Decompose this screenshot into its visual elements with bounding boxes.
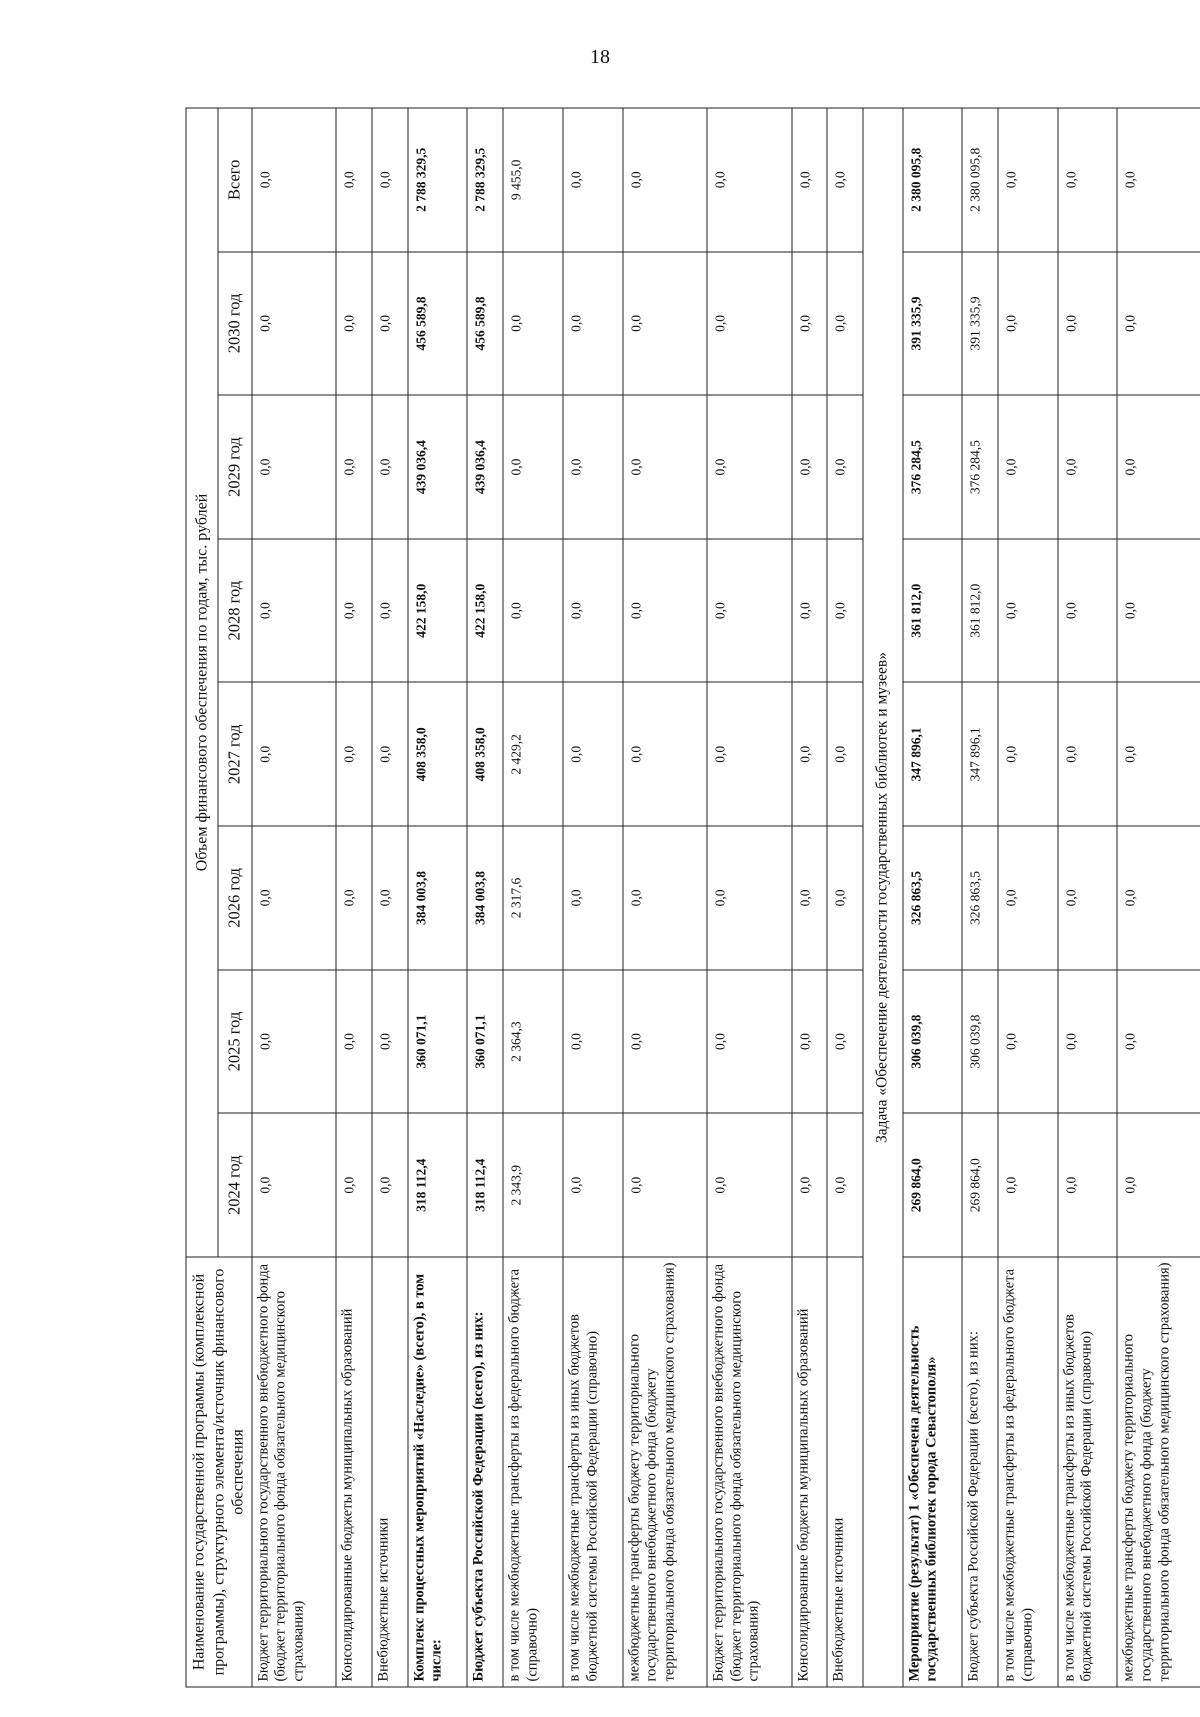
row-label: Бюджет субъекта Российской Федерации (всего), из них: xyxy=(467,1257,503,1687)
page-number: 18 xyxy=(590,46,610,68)
value-cell: 0,0 xyxy=(372,252,408,396)
value-cell: 2 343,9 xyxy=(503,1113,563,1257)
value-cell: 0,0 xyxy=(998,826,1058,970)
value-cell: 269 864,0 xyxy=(903,1113,963,1257)
value-cell: 0,0 xyxy=(372,1113,408,1257)
value-cell: 2 364,3 xyxy=(503,970,563,1114)
value-cell: 0,0 xyxy=(998,395,1058,539)
value-cell: 0,0 xyxy=(623,970,708,1114)
value-cell: 0,0 xyxy=(372,108,408,252)
row-label: межбюджетные трансферты бюджету территориального государственного внебюджетного фонда (бюджету территориального фонда обязательного медицинского страхования) xyxy=(623,1257,708,1687)
value-cell: 0,0 xyxy=(252,826,337,970)
header-volume: Объем финансового обеспечения по годам, тыс. рублей xyxy=(186,108,218,1257)
value-cell: 384 003,8 xyxy=(408,826,468,970)
table-row xyxy=(962,108,998,1687)
row-label: межбюджетные трансферты бюджету территориального государственного внебюджетного фонда (бюджету территориального фонда обязательного медицинского страхования) xyxy=(1117,1257,1200,1687)
row-label: в том числе межбюджетные трансферты из федерального бюджета (справочно) xyxy=(998,1257,1058,1687)
value-cell: 0,0 xyxy=(336,1113,372,1257)
value-cell: 0,0 xyxy=(336,539,372,683)
value-cell: 0,0 xyxy=(827,539,863,683)
table-row xyxy=(623,108,708,1687)
value-cell: 0,0 xyxy=(252,683,337,827)
value-cell: 0,0 xyxy=(336,395,372,539)
value-cell: 439 036,4 xyxy=(467,395,503,539)
value-cell: 0,0 xyxy=(372,683,408,827)
year-header: 2028 год xyxy=(218,539,251,683)
value-cell: 0,0 xyxy=(623,539,708,683)
table-row xyxy=(792,108,828,1687)
row-label: Консолидированные бюджеты муниципальных образований xyxy=(336,1257,372,1687)
value-cell: 2 788 329,5 xyxy=(467,108,503,252)
value-cell: 0,0 xyxy=(623,108,708,252)
table-row xyxy=(998,108,1058,1687)
value-cell: 2 788 329,5 xyxy=(408,108,468,252)
value-cell: 0,0 xyxy=(1117,395,1200,539)
value-cell: 391 335,9 xyxy=(903,252,963,396)
row-label: Комплекс процессных мероприятий «Наследие» (всего), в том числе: xyxy=(408,1257,468,1687)
value-cell: 0,0 xyxy=(372,395,408,539)
value-cell: 0,0 xyxy=(563,1113,623,1257)
value-cell: 306 039,8 xyxy=(962,970,998,1114)
value-cell: 0,0 xyxy=(336,826,372,970)
total-header: Всего xyxy=(218,108,251,252)
value-cell: 0,0 xyxy=(563,826,623,970)
value-cell: 0,0 xyxy=(1117,108,1200,252)
task-row: Задача «Обеспечение деятельности государственных библиотек и музеев» xyxy=(863,108,902,1687)
value-cell: 0,0 xyxy=(827,1113,863,1257)
value-cell: 2 429,2 xyxy=(503,683,563,827)
value-cell: 0,0 xyxy=(827,395,863,539)
value-cell: 0,0 xyxy=(998,1113,1058,1257)
value-cell: 0,0 xyxy=(252,108,337,252)
value-cell: 0,0 xyxy=(707,683,792,827)
value-cell: 376 284,5 xyxy=(962,395,998,539)
value-cell: 0,0 xyxy=(563,683,623,827)
table-row xyxy=(336,108,372,1687)
value-cell: 422 158,0 xyxy=(467,539,503,683)
value-cell: 0,0 xyxy=(792,108,828,252)
value-cell: 408 358,0 xyxy=(408,683,468,827)
value-cell: 0,0 xyxy=(623,826,708,970)
value-cell: 0,0 xyxy=(372,826,408,970)
financing-table xyxy=(186,108,1200,1688)
value-cell: 0,0 xyxy=(998,683,1058,827)
value-cell: 0,0 xyxy=(336,252,372,396)
value-cell: 0,0 xyxy=(563,970,623,1114)
row-label: Бюджет территориального государственного внебюджетного фонда (бюджет территориального фонда обязательного медицинского страхования) xyxy=(707,1257,792,1687)
value-cell: 0,0 xyxy=(792,970,828,1114)
value-cell: 0,0 xyxy=(252,970,337,1114)
value-cell: 0,0 xyxy=(707,826,792,970)
value-cell: 456 589,8 xyxy=(467,252,503,396)
value-cell: 0,0 xyxy=(372,970,408,1114)
value-cell: 0,0 xyxy=(707,539,792,683)
value-cell: 0,0 xyxy=(707,395,792,539)
value-cell: 326 863,5 xyxy=(962,826,998,970)
value-cell: 0,0 xyxy=(1058,826,1118,970)
value-cell: 0,0 xyxy=(707,252,792,396)
value-cell: 0,0 xyxy=(623,252,708,396)
table-row xyxy=(372,108,408,1687)
value-cell: 0,0 xyxy=(623,1113,708,1257)
year-header: 2029 год xyxy=(218,395,251,539)
value-cell: 0,0 xyxy=(827,252,863,396)
value-cell: 360 071,1 xyxy=(467,970,503,1114)
value-cell: 408 358,0 xyxy=(467,683,503,827)
value-cell: 2 380 095,8 xyxy=(962,108,998,252)
table-row xyxy=(408,108,468,1687)
value-cell: 0,0 xyxy=(252,252,337,396)
table-row xyxy=(1058,108,1118,1687)
year-header: 2030 год xyxy=(218,252,251,396)
value-cell: 0,0 xyxy=(1058,252,1118,396)
value-cell: 0,0 xyxy=(827,970,863,1114)
row-label: в том числе межбюджетные трансферты из иных бюджетов бюджетной системы Российской Федерации (справочно) xyxy=(1058,1257,1118,1687)
value-cell: 0,0 xyxy=(998,108,1058,252)
value-cell: 0,0 xyxy=(503,539,563,683)
table-row xyxy=(503,108,563,1687)
row-label: Бюджет субъекта Российской Федерации (всего), из них: xyxy=(962,1257,998,1687)
value-cell: 0,0 xyxy=(1058,108,1118,252)
value-cell: 269 864,0 xyxy=(962,1113,998,1257)
value-cell: 0,0 xyxy=(1117,1113,1200,1257)
value-cell: 384 003,8 xyxy=(467,826,503,970)
value-cell: 0,0 xyxy=(1058,395,1118,539)
value-cell: 0,0 xyxy=(336,108,372,252)
value-cell: 0,0 xyxy=(827,683,863,827)
value-cell: 0,0 xyxy=(252,1113,337,1257)
year-header: 2027 год xyxy=(218,683,251,827)
table-row xyxy=(563,108,623,1687)
year-header: 2025 год xyxy=(218,970,251,1114)
row-label: Внебюджетные источники xyxy=(827,1257,863,1687)
value-cell: 361 812,0 xyxy=(903,539,963,683)
value-cell: 0,0 xyxy=(1058,539,1118,683)
value-cell: 2 380 095,8 xyxy=(903,108,963,252)
value-cell: 0,0 xyxy=(1058,970,1118,1114)
value-cell: 0,0 xyxy=(563,252,623,396)
value-cell: 0,0 xyxy=(827,108,863,252)
table-row xyxy=(252,108,337,1687)
value-cell: 360 071,1 xyxy=(408,970,468,1114)
value-cell: 0,0 xyxy=(252,539,337,683)
value-cell: 0,0 xyxy=(372,539,408,683)
year-header: 2024 год xyxy=(218,1113,251,1257)
row-label: Консолидированные бюджеты муниципальных образований xyxy=(792,1257,828,1687)
value-cell: 0,0 xyxy=(1117,252,1200,396)
value-cell: 0,0 xyxy=(792,539,828,683)
table-row xyxy=(707,108,792,1687)
row-label: Мероприятие (результат) 1 «Обеспечена деятельность государственных библиотек города Севастополя» xyxy=(903,1257,963,1687)
value-cell: 326 863,5 xyxy=(903,826,963,970)
value-cell: 0,0 xyxy=(792,395,828,539)
value-cell: 347 896,1 xyxy=(962,683,998,827)
value-cell: 0,0 xyxy=(563,395,623,539)
value-cell: 0,0 xyxy=(792,826,828,970)
value-cell: 0,0 xyxy=(1117,826,1200,970)
year-header: 2026 год xyxy=(218,826,251,970)
value-cell: 0,0 xyxy=(827,826,863,970)
value-cell: 456 589,8 xyxy=(408,252,468,396)
row-label: Бюджет территориального государственного внебюджетного фонда (бюджет территориального фонда обязательного медицинского страхования) xyxy=(252,1257,337,1687)
value-cell: 0,0 xyxy=(1058,1113,1118,1257)
row-label: в том числе межбюджетные трансферты из иных бюджетов бюджетной системы Российской Федерации (справочно) xyxy=(563,1257,623,1687)
value-cell: 347 896,1 xyxy=(903,683,963,827)
rotated-table-container xyxy=(186,108,1191,1688)
value-cell: 0,0 xyxy=(252,395,337,539)
value-cell: 376 284,5 xyxy=(903,395,963,539)
row-label: Внебюджетные источники xyxy=(372,1257,408,1687)
value-cell: 0,0 xyxy=(336,970,372,1114)
value-cell: 391 335,9 xyxy=(962,252,998,396)
value-cell: 0,0 xyxy=(707,1113,792,1257)
value-cell: 361 812,0 xyxy=(962,539,998,683)
value-cell: 0,0 xyxy=(792,1113,828,1257)
value-cell: 439 036,4 xyxy=(408,395,468,539)
value-cell: 9 455,0 xyxy=(503,108,563,252)
table-row xyxy=(903,108,963,1687)
value-cell: 2 317,6 xyxy=(503,826,563,970)
value-cell: 0,0 xyxy=(792,683,828,827)
value-cell: 0,0 xyxy=(563,108,623,252)
table-row xyxy=(467,108,503,1687)
value-cell: 0,0 xyxy=(503,395,563,539)
header-name: Наименование государственной программы (комплексной программы), структурного элемента/источник финансового обеспечения xyxy=(186,1257,252,1687)
value-cell: 0,0 xyxy=(1117,683,1200,827)
value-cell: 0,0 xyxy=(998,970,1058,1114)
value-cell: 0,0 xyxy=(998,252,1058,396)
value-cell: 0,0 xyxy=(623,683,708,827)
value-cell: 0,0 xyxy=(707,970,792,1114)
value-cell: 0,0 xyxy=(1058,683,1118,827)
value-cell: 0,0 xyxy=(707,108,792,252)
value-cell: 0,0 xyxy=(792,252,828,396)
value-cell: 0,0 xyxy=(623,395,708,539)
value-cell: 0,0 xyxy=(336,683,372,827)
value-cell: 318 112,4 xyxy=(408,1113,468,1257)
table-row xyxy=(827,108,863,1687)
table-row xyxy=(1117,108,1200,1687)
value-cell: 0,0 xyxy=(563,539,623,683)
row-label: в том числе межбюджетные трансферты из федерального бюджета (справочно) xyxy=(503,1257,563,1687)
value-cell: 0,0 xyxy=(503,252,563,396)
value-cell: 0,0 xyxy=(1117,970,1200,1114)
value-cell: 0,0 xyxy=(998,539,1058,683)
value-cell: 422 158,0 xyxy=(408,539,468,683)
value-cell: 306 039,8 xyxy=(903,970,963,1114)
value-cell: 318 112,4 xyxy=(467,1113,503,1257)
value-cell: 0,0 xyxy=(1117,539,1200,683)
